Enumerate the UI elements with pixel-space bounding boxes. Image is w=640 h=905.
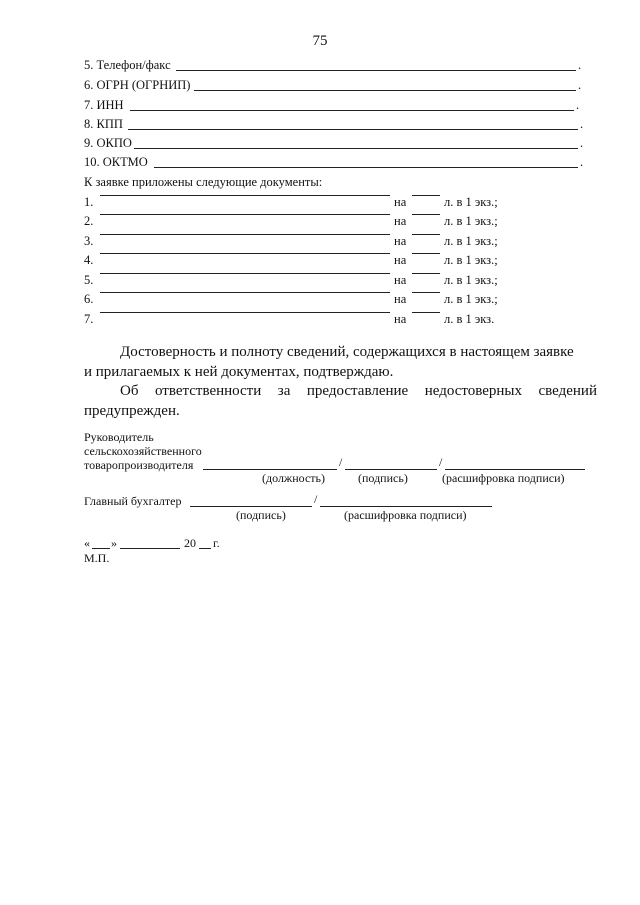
confirmation-line-2: и прилагаемых к ней документах, подтверждаю. [84, 364, 394, 380]
sheet-count-line [412, 234, 440, 235]
document-on: на [394, 214, 407, 228]
document-number: 5. [84, 273, 94, 287]
kpp-field [84, 117, 584, 133]
fill-line [128, 129, 578, 130]
document-name-line [100, 195, 390, 196]
document-on: на [394, 312, 407, 326]
inn-field [84, 98, 584, 114]
slash-separator: / [339, 455, 343, 469]
year-line [199, 548, 211, 549]
document-name-line [100, 292, 390, 293]
confirmation-text: Достоверность и полноту сведений, содержащихся в настоящем заявке [120, 344, 574, 360]
document-sheets: л. в 1 экз.; [444, 214, 498, 228]
accountant-label: Главный бухгалтер [84, 494, 182, 508]
field-label: 6. ОГРН (ОГРНИП) [84, 78, 191, 92]
accountant-signature-line [190, 506, 312, 507]
document-sheets: л. в 1 экз.; [444, 273, 498, 287]
document-on: на [394, 273, 407, 287]
document-name-line [100, 253, 390, 254]
liability-word: ответственности [154, 383, 262, 399]
confirmation-paragraph [84, 342, 597, 382]
field-end: . [580, 136, 584, 150]
liability-word: Об [120, 383, 139, 399]
liability-line-1 [84, 381, 597, 401]
sheet-count-line [412, 195, 440, 196]
ogrn-field [84, 78, 584, 94]
date-open-quote: « [84, 536, 90, 550]
sheet-count-line [412, 214, 440, 215]
fill-line [130, 110, 574, 111]
document-sheets: л. в 1 экз.; [444, 234, 498, 248]
fill-line [134, 148, 578, 149]
fill-line [194, 90, 576, 91]
fill-line [176, 70, 576, 71]
document-on: на [394, 234, 407, 248]
stamp-label: М.П. [84, 551, 110, 565]
day-line [92, 548, 110, 549]
sheet-count-line [412, 292, 440, 293]
head-title-line-2: сельскохозяйственного [84, 444, 202, 458]
year-prefix: 20 [184, 536, 196, 550]
field-end: . [580, 155, 584, 169]
accountant-decryption-caption: (расшифровка подписи) [344, 508, 467, 522]
liability-word: сведений [538, 383, 597, 399]
okpo-field [84, 136, 584, 152]
field-end: . [578, 58, 582, 72]
sheet-count-line [412, 312, 440, 313]
field-label: 7. ИНН [84, 98, 124, 112]
documents-heading: К заявке приложены следующие документы: [84, 175, 323, 189]
head-title-line-1: Руководитель [84, 430, 154, 444]
field-end: . [578, 78, 582, 92]
slash-separator: / [439, 455, 443, 469]
signature-caption: (подпись) [358, 471, 408, 485]
document-on: на [394, 292, 407, 306]
field-label: 5. Телефон/факс [84, 58, 171, 72]
liability-word: за [277, 383, 291, 399]
document-number: 7. [84, 312, 94, 326]
slash-separator: / [314, 492, 318, 506]
confirmation-line-1 [84, 342, 597, 362]
document-sheets: л. в 1 экз. [444, 312, 495, 326]
sheet-count-line [412, 253, 440, 254]
signature-line [345, 469, 437, 470]
year-suffix: г. [213, 536, 220, 550]
document-name-line [100, 312, 390, 313]
document-on: на [394, 195, 407, 209]
phone-fax-field [84, 58, 584, 74]
document-name-line [100, 214, 390, 215]
oktmo-field [84, 155, 584, 171]
accountant-decryption-line [320, 506, 492, 507]
page-number: 75 [312, 33, 328, 49]
field-label: 8. КПП [84, 117, 123, 131]
document-number: 3. [84, 234, 94, 248]
month-line [120, 548, 180, 549]
document-number: 2. [84, 214, 94, 228]
document-sheets: л. в 1 экз.; [444, 253, 498, 267]
decryption-line [445, 469, 585, 470]
position-line [203, 469, 337, 470]
document-sheets: л. в 1 экз.; [444, 195, 498, 209]
document-number: 6. [84, 292, 94, 306]
liability-word: предоставление [306, 383, 409, 399]
fill-line [154, 167, 578, 168]
document-number: 1. [84, 195, 94, 209]
document-name-line [100, 234, 390, 235]
accountant-signature-caption: (подпись) [236, 508, 286, 522]
date-close-quote: » [111, 536, 117, 550]
document-on: на [394, 253, 407, 267]
field-end: . [580, 117, 584, 131]
position-caption: (должность) [262, 471, 325, 485]
liability-line-2: предупрежден. [84, 403, 180, 419]
liability-word: недостоверных [424, 383, 522, 399]
liability-paragraph [84, 381, 597, 421]
document-sheets: л. в 1 экз.; [444, 292, 498, 306]
head-title-line-3: товаропроизводителя [84, 458, 194, 472]
document-number: 4. [84, 253, 94, 267]
document-name-line [100, 273, 390, 274]
field-label: 9. ОКПО [84, 136, 132, 150]
field-end: . [576, 98, 580, 112]
field-label: 10. ОКТМО [84, 155, 148, 169]
decryption-caption: (расшифровка подписи) [442, 471, 565, 485]
sheet-count-line [412, 273, 440, 274]
